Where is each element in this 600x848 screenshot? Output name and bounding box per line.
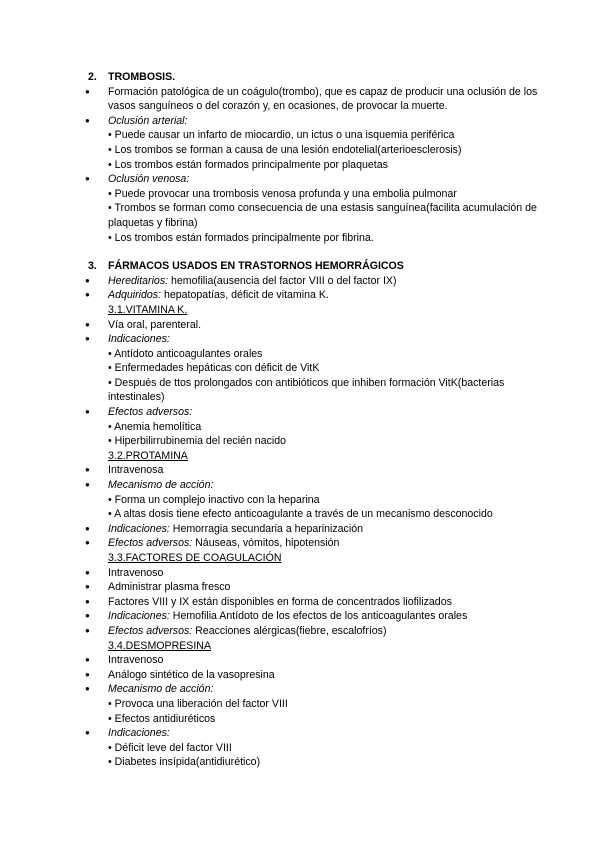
list-item: ● Indicaciones: [88,332,538,347]
subsection-heading: 3.3.FACTORES DE COAGULACIÓN [108,552,282,564]
sub-item: • Después de ttos prolongados con antibióticos que inhiben formación VitK(bacterias intestinales) [108,376,505,404]
sub-item: • Forma un complejo inactivo con la heparina [108,493,320,506]
sub-item: • A altas dosis tiene efecto anticoagulante a través de un mecanismo desconocido [108,508,493,521]
subsection-heading: 3.4.DESMOPRESINA [108,639,212,652]
sub-item: • Diabetes insípida(antidiurético) [108,756,261,769]
list-item: ● Indicaciones: [88,726,538,741]
section-number: 3. [88,260,97,273]
list-item: ● Mecanismo de acción: [88,478,538,493]
item-text: hepatopatías, déficit de vitamina K. [161,289,329,302]
list-item: ● Intravenosa [88,463,538,478]
list-item [88,536,538,551]
list-item [88,114,538,129]
sub-item: • Puede causar un infarto de miocardio, un ictus o una isquemia periférica [108,129,455,142]
list-item [88,522,538,537]
document-content [88,70,538,770]
list-item: ● Factores VIII y IX están disponibles en forma de concentrados liofilizados [88,595,538,610]
sub-item: • Provoca una liberación del factor VIII [108,697,288,710]
item-text: Hemofilia Antídoto de los efectos de los anticoagulantes orales [169,610,468,623]
section-number: 2. [88,71,97,83]
sub-item: • Puede provocar una trombosis venosa profunda y una embolia pulmonar [108,187,457,200]
item-label: Hereditarios: [108,274,169,287]
subheading: Oclusión arterial: [108,114,188,127]
section-title: FÁRMACOS USADOS EN TRASTORNOS HEMORRÁGICOS [108,260,404,273]
sub-item: • Antídoto anticoagulantes orales [108,347,263,360]
definition-text: Formación patológica de un coágulo(trombo), que es capaz de producir una oclusión de los vasos sanguíneos o del corazón y, en ocasiones, de provocar la muerte. [108,85,538,113]
list-item: ● Análogo sintético de la vasopresina [88,668,538,683]
list-item [88,288,538,303]
list-item: ● Efectos adversos: [88,405,538,420]
list-item [88,274,538,289]
list-item [88,172,538,187]
list-item [88,609,538,624]
sub-item: • Trombos se forman como consecuencia de una estasis sanguínea(facilita acumulación de plaquetas y fibrina) [108,202,537,229]
list-item: ● Intravenoso [88,653,538,668]
item-text: Náuseas, vómitos, hipotensión [192,537,340,550]
item-label: Indicaciones: [108,522,170,535]
item-label: Adquiridos: [108,289,161,302]
subheading: Oclusión venosa: [108,173,190,186]
sub-item: • Anemia hemolítica [108,420,202,433]
spacer [88,245,538,259]
item-text: hemofilia(ausencia del factor VIII o del factor IX) [168,274,397,287]
item-text: Hemorragia secundaria a heparinización [169,522,363,535]
sub-item: • Los trombos se forman a causa de una lesión endotelial(arterioesclerosis) [108,143,462,156]
list-item: ● Vía oral, parenteral. [88,318,538,333]
item-label: Indicaciones: [108,610,170,623]
sub-item: • Hiperbilirrubinemia del recién nacido [108,435,287,448]
list-item: ● Mecanismo de acción: [88,682,538,697]
item-text: Reacciones alérgicas(fiebre, escalofríos) [192,624,387,637]
section-heading [88,70,538,85]
sub-item: • Efectos antidiuréticos [108,712,216,725]
list-item: ● Administrar plasma fresco [88,580,538,595]
list-item: ● Intravenoso [88,566,538,581]
sub-item: • Los trombos están formados principalmente por fibrina. [108,231,374,244]
sub-item: • Los trombos están formados principalmente por plaquetas [108,158,388,171]
list-item [88,85,538,114]
section-heading [88,259,538,274]
item-label: Efectos adversos: [108,624,193,637]
sub-item: • Déficit leve del factor VIII [108,741,232,754]
subsection-heading: 3.1.VITAMINA K. [108,303,188,316]
list-item [88,624,538,639]
sub-item: • Enfermedades hepáticas con déficit de VitK [108,362,320,375]
subsection-heading: 3.2.PROTAMINA [108,449,188,462]
section-title: TROMBOSIS. [108,71,176,83]
item-label: Efectos adversos: [108,537,193,550]
